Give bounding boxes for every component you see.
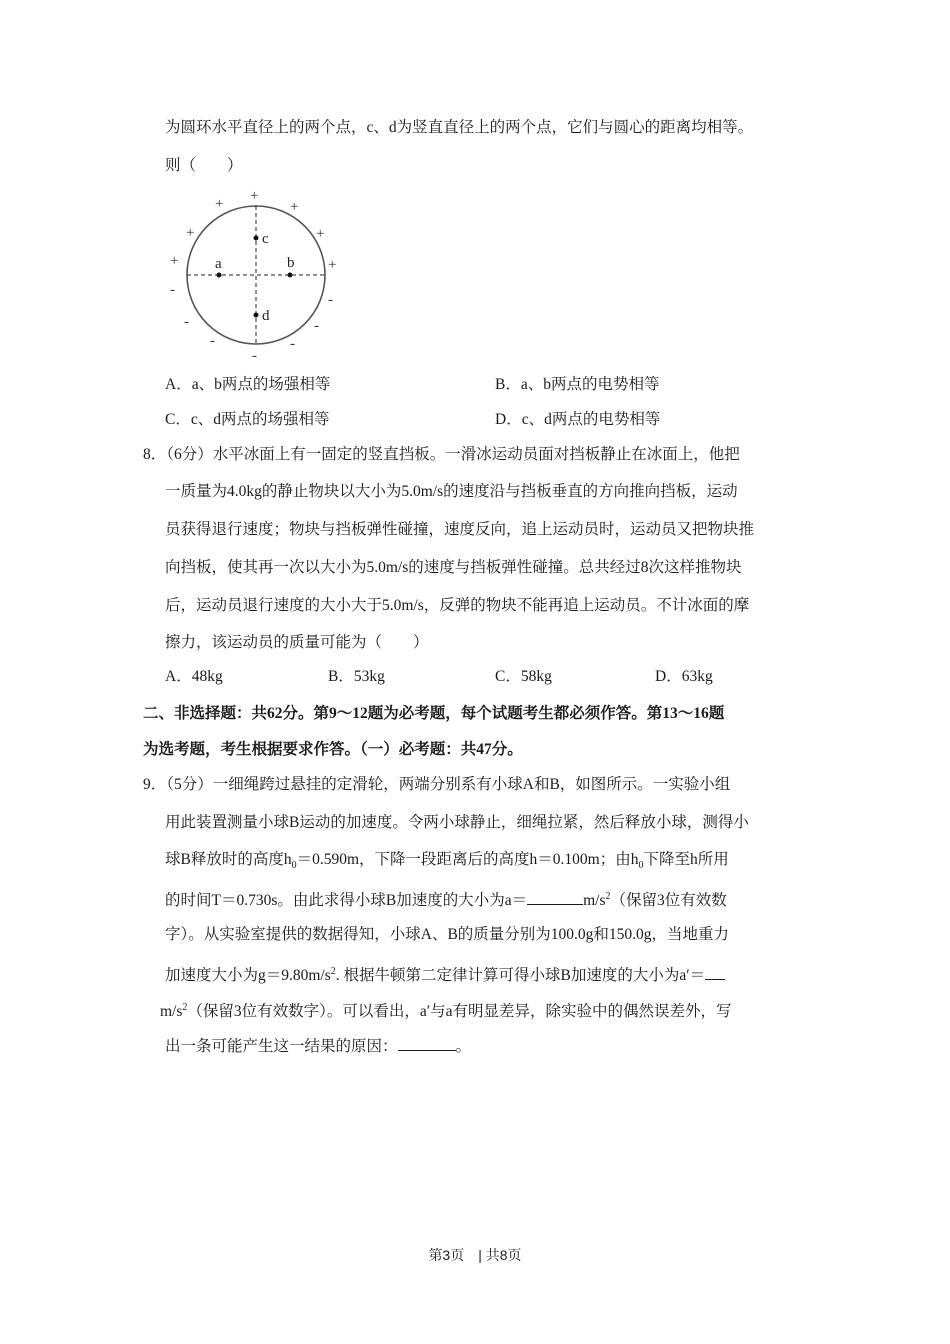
charged-ring-figure <box>160 180 360 370</box>
svg-text:-: - <box>210 333 215 349</box>
q9-stem-line1: 9．（5分）一细绳跨过悬挂的定滑轮，两端分别系有小球A和B，如图所示。一实验小组 <box>143 776 731 793</box>
q9-line4-part1: 的时间T＝0.730s。由此求得小球B加速度的大小为a＝ <box>165 892 528 910</box>
q8-stem-line1: 8．（6分）水平冰面上有一固定的竖直挡板。一滑冰运动员面对挡板静止在冰面上，他把 <box>143 446 740 463</box>
q9-line8-part1: 出一条可能产生这一结果的原因： <box>165 1038 398 1055</box>
svg-text:+: + <box>290 199 299 215</box>
q8-stem-line4: 向挡板，使其再一次以大小为5.0m/s的速度与挡板弹性碰撞。总共经过8次这样推物块 <box>165 559 742 576</box>
q9-line7-part2: （保留3位有效数字）。可以看出，a′与a有明显差异，除实验中的偶然误差外，写 <box>187 1003 732 1021</box>
q7-option-a: A．a、b两点的场强相等 <box>165 376 331 393</box>
q7-option-d: D．c、d两点的电势相等 <box>495 411 661 428</box>
svg-text:+: + <box>250 188 259 204</box>
q9-line3-part2: ＝0.590m，下降一段距离后的高度h＝0.100m；由h <box>296 851 639 868</box>
page-footer: 第3页 | 共8页 <box>428 1247 522 1263</box>
q9-stem-line5: 字）。从实验室提供的数据得知，小球A、B的质量分别为100.0g和150.0g，当地重力 <box>165 926 730 943</box>
q8-option-d: D．63kg <box>655 668 713 685</box>
q9-line6-part2: . 根据牛顿第二定律计算可得小球B加速度的大小为a′＝ <box>335 967 706 985</box>
svg-text:-: - <box>328 292 333 308</box>
q9-stem-line8 <box>165 1036 471 1057</box>
superscript-two: 2 <box>605 891 611 902</box>
answer-blank-a[interactable] <box>527 890 583 905</box>
q9-stem-line3 <box>165 850 729 876</box>
svg-text:+: + <box>215 196 224 212</box>
svg-text:-: - <box>184 314 189 330</box>
subscript-zero: 0 <box>638 860 644 872</box>
point-label-c: c <box>262 231 269 247</box>
superscript-two: 2 <box>182 1002 188 1013</box>
q8-option-c: C．58kg <box>495 668 552 685</box>
subscript-zero: 0 <box>291 860 297 872</box>
q9-line4-unit: m/s <box>583 892 606 910</box>
q7-stem-line1: 为圆环水平直径上的两个点，c、d为竖直直径上的两个点，它们与圆心的距离均相等。 <box>165 119 754 136</box>
q7-option-c: C．c、d两点的场强相等 <box>165 411 330 428</box>
q9-stem-line2: 用此装置测量小球B运动的加速度。令两小球静止，细绳拉紧，然后释放小球，测得小 <box>165 814 749 831</box>
q8-option-b: B．53kg <box>328 668 385 685</box>
q8-option-a: A．48kg <box>165 668 223 685</box>
superscript-two: 2 <box>330 966 336 977</box>
svg-text:-: - <box>252 348 257 364</box>
svg-text:+: + <box>186 225 195 241</box>
svg-text:+: + <box>316 226 325 242</box>
q9-line8-end: 。 <box>455 1038 472 1055</box>
q7-option-b: B．a、b两点的电势相等 <box>495 376 660 393</box>
q9-stem-line4 <box>165 887 727 911</box>
section2-heading-line1: 二、非选择题：共62分。第9～12题为必考题，每个试题考生都必须作答。第13～16题 <box>143 705 725 722</box>
svg-text:-: - <box>314 318 319 334</box>
q9-line7-unit: m/s <box>160 1003 183 1021</box>
q7-stem-line2: 则（ ） <box>165 157 243 174</box>
q8-stem-line2: 一质量为4.0kg的静止物块以大小为5.0m/s的速度沿与挡板垂直的方向推向挡板，运动 <box>165 483 738 500</box>
section2-heading-line2: 为选考题，考生根据要求作答。（一）必考题：共47分。 <box>143 741 523 758</box>
q9-line6-part1: 加速度大小为g＝9.80m/s <box>165 967 331 985</box>
svg-text:+: + <box>170 253 179 269</box>
svg-text:-: - <box>290 336 295 352</box>
svg-text:-: - <box>170 282 175 298</box>
q8-stem-line6: 擦力，该运动员的质量可能为（ ） <box>165 634 429 651</box>
q9-line4-part3: （保留3位有效数 <box>610 892 727 910</box>
point-label-b: b <box>287 255 295 271</box>
point-label-a: a <box>215 256 222 272</box>
q9-line3-part3: 下降至h所用 <box>643 851 729 868</box>
q9-stem-line7 <box>160 998 732 1022</box>
q8-stem-line5: 后，运动员退行速度的大小大于5.0m/s，反弹的物块不能再追上运动员。不计冰面的摩 <box>165 597 750 614</box>
q9-line3-part1: 球B释放时的高度h <box>165 851 292 868</box>
answer-blank-a-prime[interactable] <box>705 965 725 980</box>
q9-stem-line6 <box>165 962 725 986</box>
answer-blank-reason[interactable] <box>398 1036 456 1051</box>
point-label-d: d <box>262 308 270 324</box>
q8-stem-line3: 员获得退行速度；物块与挡板弹性碰撞，速度反向，追上运动员时，运动员又把物块推 <box>165 521 755 538</box>
svg-text:+: + <box>328 257 337 273</box>
